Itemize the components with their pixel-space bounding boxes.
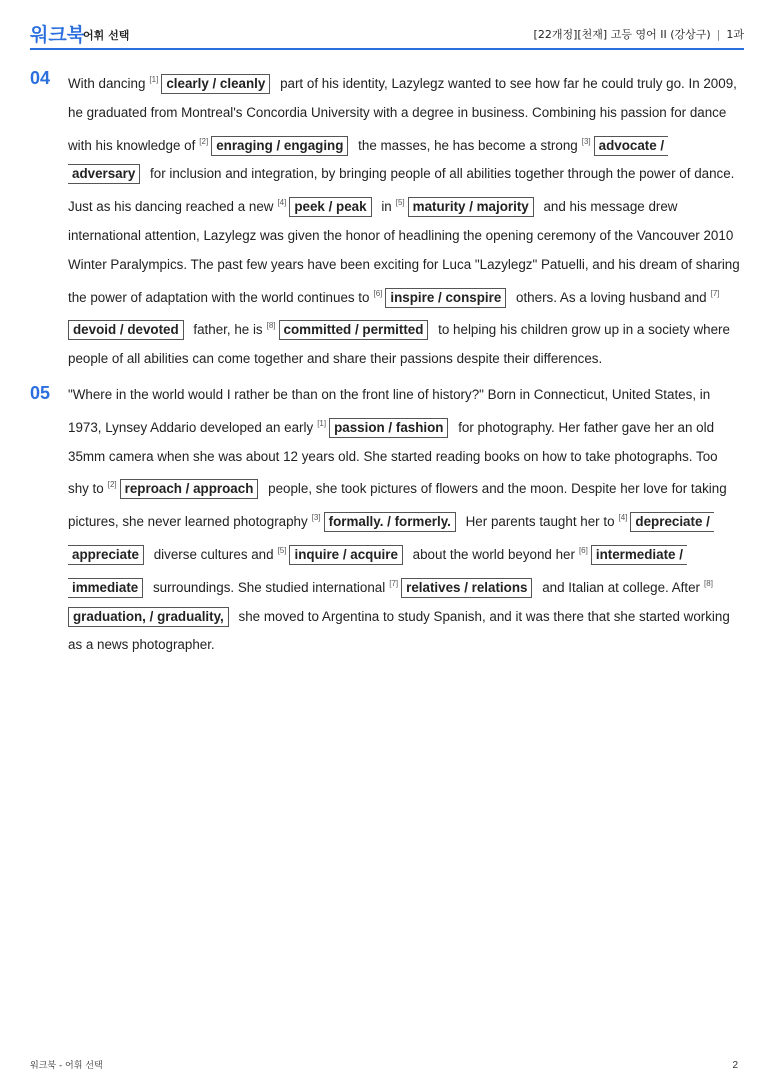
course-title: [22개정][천재] 고등 영어 II (강상구) [533, 28, 711, 41]
blank-number: [6] [373, 288, 383, 298]
passage-text: she moved to Argentina to study Spanish, and it was there that she started working as a news photographer. [68, 608, 730, 653]
choice-box[interactable]: advocate / [594, 136, 669, 156]
blank-number: [8] [704, 578, 713, 588]
passage-text: and Italian at college. After [542, 579, 701, 595]
passage-text: others. As a loving husband and [516, 289, 707, 305]
question-passage [68, 381, 740, 660]
passage-text: for photography. Her father gave her an old 35mm camera when she was about 12 years old. She started reading books on how to take photographs. Too shy to [68, 419, 718, 497]
choice-box[interactable]: inspire / conspire [385, 288, 506, 308]
question-passage [68, 66, 740, 374]
choice-box-continued[interactable]: appreciate [68, 545, 144, 565]
choice-box[interactable]: peek / peak [289, 197, 371, 217]
passage-text: people, she took pictures of flowers and the moon. Despite her love for taking pictures, she never learned photography [68, 481, 727, 530]
passage-text: in [381, 199, 392, 215]
choice-box[interactable]: clearly / cleanly [161, 74, 270, 94]
choice-box[interactable]: inquire / acquire [289, 545, 402, 565]
choice-box[interactable]: relatives / relations [401, 578, 532, 598]
passage-text: for inclusion and integration, by bringing people of all abilities together through the power of dance. Just as his dancing reached a new [68, 166, 735, 215]
blank-number: [7] [389, 578, 399, 588]
question-04 [30, 66, 740, 374]
blank-number: [3] [581, 136, 591, 146]
passage-text: and his message drew international attention, Lazylegz was given the honor of headlining the opening ceremony of the Vancouver 2010 Winter Paralympics. The past few years have been exciting for Luca "Lazylegz" Patuelli, and his dream of sharing the power of adaptation with the world continues to [68, 199, 740, 305]
blank-number: [6] [578, 545, 588, 555]
course-info [534, 26, 744, 42]
choice-box[interactable]: maturity / majority [408, 197, 534, 217]
choice-box[interactable]: enraging / engaging [211, 136, 348, 156]
passage-text: the masses, he has become a strong [358, 137, 578, 153]
footer-label: 워크북 - 어휘 선택 [30, 1061, 103, 1071]
blank-number: [4] [277, 198, 287, 208]
question-05 [30, 381, 740, 660]
section-title: 어휘 선택 [83, 29, 130, 42]
choice-box[interactable]: devoid / devoted [68, 320, 184, 340]
passage-text: diverse cultures and [153, 546, 274, 562]
passage-text: father, he is [193, 322, 263, 338]
blank-number: [1] [317, 418, 327, 428]
choice-box[interactable]: graduation, / graduality, [68, 607, 229, 627]
choice-box[interactable]: passion / fashion [329, 418, 448, 438]
blank-number: [5] [395, 198, 405, 208]
blank-number: [2] [107, 480, 117, 490]
blank-number: [8] [266, 321, 276, 331]
page-number: 2 [732, 1060, 738, 1071]
question-number: 05 [30, 383, 51, 403]
choice-box[interactable]: committed / permitted [279, 320, 429, 340]
blank-number: [7] [710, 288, 720, 298]
passage-text: part of his identity, Lazylegz wanted to see how far he could truly go. In 2009, he graduated from Montreal's Concordia University with a degree in business. Combining his passion for dance with his knowledge of [68, 76, 737, 153]
passage-text: Her parents taught her to [465, 514, 615, 530]
choice-box[interactable]: depreciate / [630, 512, 713, 532]
passage-text: With dancing [68, 76, 146, 91]
choice-box-continued[interactable]: immediate [68, 578, 143, 598]
passage-text: "Where in the world would I rather be than on the front line of history?" Born in Connecticut, United States, in 1973, Lynsey Addario developed an early [68, 387, 711, 435]
passage-text: about the world beyond her [412, 546, 575, 562]
lesson-label: 1과 [726, 28, 744, 41]
page-header [30, 14, 744, 50]
choice-box[interactable]: intermediate / [591, 545, 687, 565]
choice-box[interactable]: reproach / approach [120, 479, 259, 499]
blank-number: [2] [199, 136, 209, 146]
blank-number: [4] [618, 513, 628, 523]
brand-logo: 워크북 [30, 24, 86, 46]
separator: | [716, 28, 721, 41]
passage-text: surroundings. She studied international [152, 579, 386, 595]
blank-number: [1] [149, 75, 159, 84]
question-number: 04 [30, 68, 51, 88]
choice-box[interactable]: formally. / formerly. [324, 512, 456, 532]
choice-box-continued[interactable]: adversary [68, 164, 140, 184]
passage-text: to helping his children grow up in a society where people of all abilities can come together and share their passions despite their differences. [68, 322, 730, 367]
blank-number: [5] [277, 545, 287, 555]
blank-number: [3] [311, 513, 321, 523]
